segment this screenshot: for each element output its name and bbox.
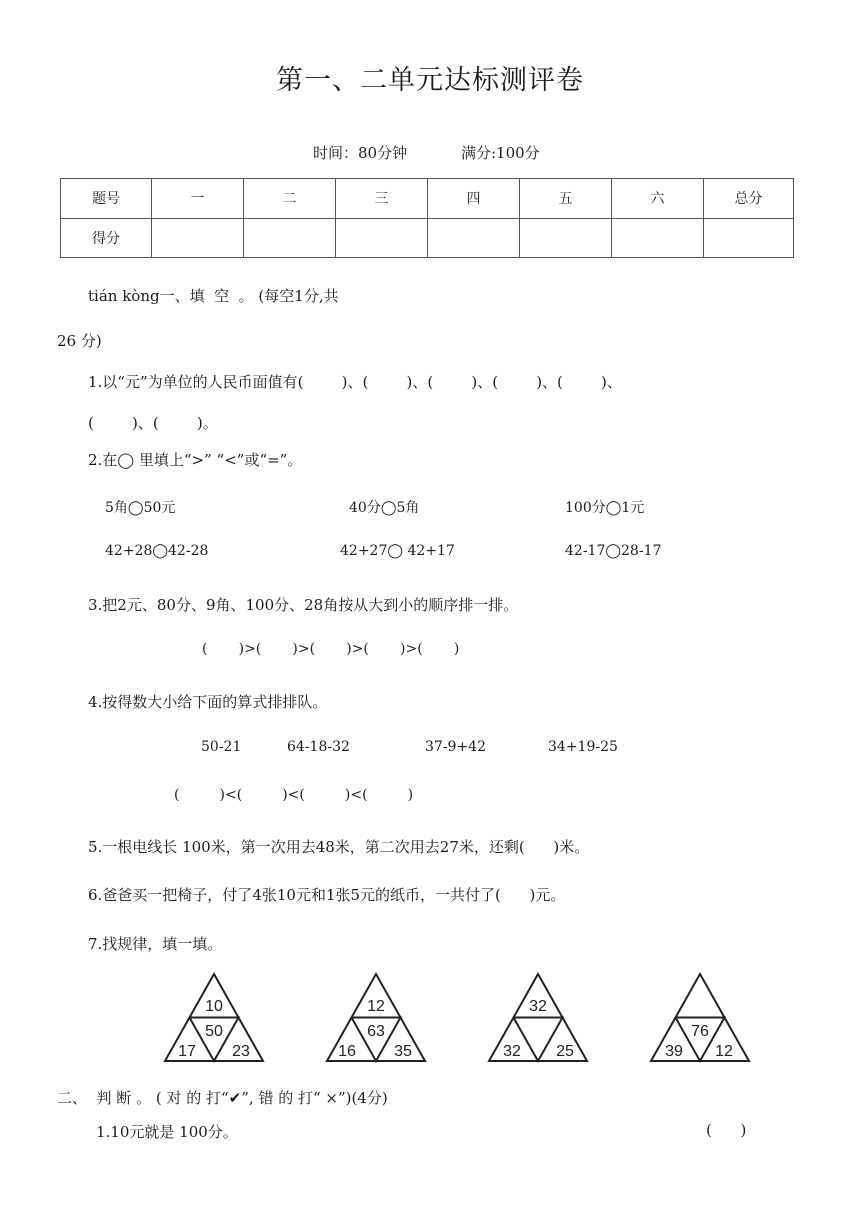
score-cell[interactable] [336, 218, 428, 258]
triangle-top-number: 32 [529, 998, 547, 1015]
score-cell[interactable] [520, 218, 612, 258]
score-cell[interactable] [612, 218, 704, 258]
score-cell[interactable] [704, 218, 794, 258]
expression: 50-21 [201, 739, 242, 755]
section1-heading-cont: 26 分) [57, 332, 102, 350]
compare-item: 42+27◯ 42+17 [340, 543, 455, 559]
score-table [60, 178, 794, 258]
expression: 37-9+42 [425, 739, 486, 755]
triangle-right-number: 12 [715, 1043, 733, 1060]
question-1-cont: ( )、( )。 [88, 414, 218, 432]
score-table-header: 题号 [61, 179, 152, 219]
triangle-left-number: 32 [503, 1043, 521, 1060]
number-triangle [325, 972, 427, 1064]
question-1: 1.以“元”为单位的人民币面值有( )、( )、( )、( )、( )、 [88, 373, 622, 391]
triangle-left-number: 16 [338, 1043, 356, 1060]
score-row-label: 得分 [61, 218, 152, 258]
number-triangle [487, 972, 589, 1064]
compare-item: 100分◯1元 [565, 500, 645, 516]
section2-heading: 二、 判 断 。 ( 对 的 打“✔”, 错 的 打“ ×”)(4分) [57, 1089, 388, 1107]
triangle-center-number: 50 [205, 1023, 223, 1040]
triangle-center-number: 76 [691, 1023, 709, 1040]
triangle-center-number: 63 [367, 1023, 385, 1040]
triangle-left-number: 39 [665, 1043, 683, 1060]
full-score: 满分:100分 [461, 144, 540, 162]
compare-item: 40分◯5角 [349, 500, 420, 516]
number-triangle [649, 972, 751, 1064]
compare-item: 5角◯50元 [105, 500, 176, 516]
question-2: 2.在◯ 里填上“>” “<”或“=”。 [88, 451, 303, 469]
score-table-header: 总分 [704, 179, 794, 219]
score-table-header: 三 [336, 179, 428, 219]
judge-question-1: 1.10元就是 100分。 [96, 1123, 238, 1141]
triangle-right-number: 35 [394, 1043, 412, 1060]
score-table-header: 二 [244, 179, 336, 219]
judge-answer-blank[interactable]: ( ) [706, 1121, 747, 1139]
triangle-top-number: 10 [205, 998, 223, 1015]
question-3: 3.把2元、80分、9角、100分、28角按从大到小的顺序排一排。 [88, 596, 519, 614]
expression: 34+19-25 [548, 739, 618, 755]
ordering-blanks[interactable]: ( )>( )>( )>( )>( ) [202, 641, 460, 657]
ordering-blanks[interactable]: ( )<( )<( )<( ) [174, 787, 414, 803]
score-cell[interactable] [152, 218, 244, 258]
score-cell[interactable] [244, 218, 336, 258]
triangle-right-number: 23 [232, 1043, 250, 1060]
score-table-header: 一 [152, 179, 244, 219]
triangle-left-number: 17 [178, 1043, 196, 1060]
question-5: 5.一根电线长 100米，第一次用去48米，第二次用去27米，还剩( )米。 [88, 838, 590, 856]
score-table-header: 六 [612, 179, 704, 219]
section1-heading: tián kòng一、填 空 。 (每空1分,共 [88, 287, 339, 305]
compare-item: 42+28◯42-28 [105, 543, 209, 559]
question-6: 6.爸爸买一把椅子，付了4张10元和1张5元的纸币，一共付了( )元。 [88, 886, 566, 904]
triangle-right-number: 25 [556, 1043, 574, 1060]
expression: 64-18-32 [287, 739, 350, 755]
triangle-top-number: 12 [367, 998, 385, 1015]
time-limit: 时间：80分钟 [313, 144, 408, 162]
score-cell[interactable] [428, 218, 520, 258]
compare-item: 42-17◯28-17 [565, 543, 662, 559]
score-table-score-row [61, 218, 794, 258]
number-triangle [163, 972, 265, 1064]
score-table-header: 五 [520, 179, 612, 219]
score-table-header-row [61, 179, 794, 219]
question-7: 7.找规律，填一填。 [88, 935, 223, 953]
page-title: 第一、二单元达标测评卷 [276, 65, 584, 96]
score-table-header: 四 [428, 179, 520, 219]
question-4: 4.按得数大小给下面的算式排排队。 [88, 693, 328, 711]
